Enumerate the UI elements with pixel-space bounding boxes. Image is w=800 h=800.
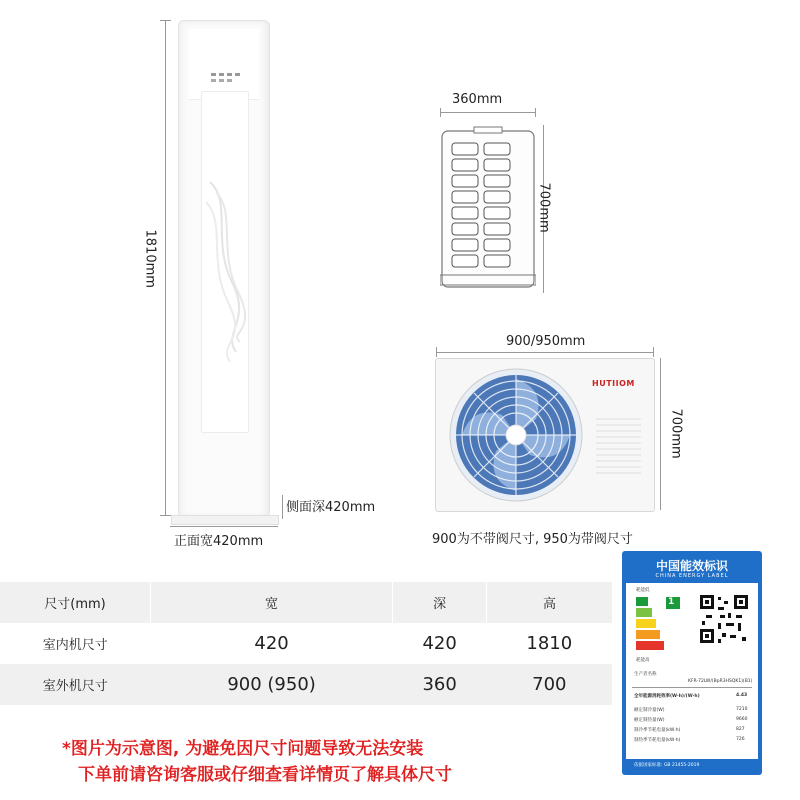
energy-label-subtitle: CHINA ENERGY LABEL	[655, 573, 729, 579]
dimension-tick	[436, 347, 437, 357]
valve-note: 900为不带阀尺寸, 950为带阀尺寸	[432, 532, 633, 547]
spec-value: 9660	[736, 717, 748, 722]
standard-bar	[626, 759, 758, 771]
width-dimension-line	[436, 352, 654, 353]
table-header: 高	[487, 582, 612, 623]
table-cell: 室内机尺寸	[0, 623, 151, 664]
indoor-unit-top-panel	[189, 29, 259, 100]
manufacturer-line: 生产者名称	[634, 672, 657, 677]
dimension-tick	[160, 20, 171, 21]
wave-pattern-icon	[202, 92, 248, 432]
table-header: 宽	[151, 582, 393, 623]
indoor-front-panel	[201, 91, 249, 433]
energy-label-body	[626, 583, 758, 771]
height-dimension-line	[165, 20, 166, 516]
indoor-unit-base	[171, 515, 279, 525]
table-cell: 室外机尺寸	[0, 664, 151, 705]
table-header: 尺寸(mm)	[0, 582, 151, 623]
outdoor-width-label: 900/950mm	[506, 334, 586, 349]
width-dimension-line	[170, 526, 278, 527]
dimension-table	[0, 582, 612, 705]
table-cell: 900 (950)	[151, 664, 393, 705]
indoor-depth-label: 侧面深420mm	[286, 500, 376, 515]
standard-text: 依据国家标准: GB 21455-2019	[634, 763, 700, 768]
table-cell: 420	[393, 623, 487, 664]
spec-value: 7210	[736, 707, 748, 712]
table-header-row	[0, 582, 612, 623]
table-cell: 360	[393, 664, 487, 705]
table-cell: 1810	[487, 623, 612, 664]
table-cell: 420	[151, 623, 393, 664]
height-dimension-line	[660, 358, 661, 510]
depth-dimension-line	[282, 495, 283, 519]
dimension-tick	[653, 347, 654, 357]
energy-label-title: 中国能效标识	[655, 559, 728, 573]
spec-value: 726	[736, 737, 745, 742]
outdoor-unit-image	[435, 358, 655, 512]
spec-label: 全年能源消耗效率(W·h)/(W·h)	[634, 694, 700, 699]
energy-grade-value: 1	[668, 597, 675, 607]
dimension-tick	[160, 515, 171, 516]
disclaimer-line-2: 下单前请咨询客服或仔细查看详情页了解具体尺寸	[78, 765, 452, 785]
spec-value: 4.43	[736, 693, 748, 698]
indoor-display-icon	[189, 29, 259, 99]
indoor-unit-image	[178, 20, 270, 518]
spec-value: 827	[736, 727, 745, 732]
table-row	[0, 664, 612, 705]
outdoor-side-width-label: 360mm	[452, 92, 503, 107]
dimension-tick	[440, 108, 441, 117]
spec-label: 制热季节耗电量(kW·h)	[634, 738, 681, 743]
spec-label: 额定制热量(W)	[634, 718, 665, 723]
outdoor-side-height-label: 700mm	[536, 182, 552, 233]
outdoor-height-label: 700mm	[668, 408, 684, 459]
indoor-width-label: 正面宽420mm	[174, 534, 264, 549]
qr-code-icon	[698, 593, 750, 645]
model-number: KFR-72LW/(BpR3HSQK1)(B1)	[688, 679, 753, 684]
energy-label	[622, 551, 762, 775]
table-cell: 700	[487, 664, 612, 705]
width-dimension-line	[440, 112, 536, 113]
spec-label: 制冷季节耗电量(kW·h)	[634, 728, 681, 733]
energy-grade-bars-icon	[634, 595, 684, 655]
divider	[632, 687, 752, 688]
outdoor-brand-logo: HUTIIOM	[592, 379, 635, 388]
indoor-height-label: 1810mm	[142, 229, 158, 288]
dimension-tick	[535, 108, 536, 117]
table-header: 深	[393, 582, 487, 623]
spec-label: 额定制冷量(W)	[634, 708, 665, 713]
outdoor-side-view-image	[440, 125, 536, 293]
disclaimer-line-1: *图片为示意图, 为避免因尺寸问题导致无法安装	[62, 739, 424, 759]
grade-low-text: 耗能低	[636, 588, 650, 593]
grade-high-text: 耗能高	[636, 658, 650, 663]
table-row	[0, 623, 612, 664]
